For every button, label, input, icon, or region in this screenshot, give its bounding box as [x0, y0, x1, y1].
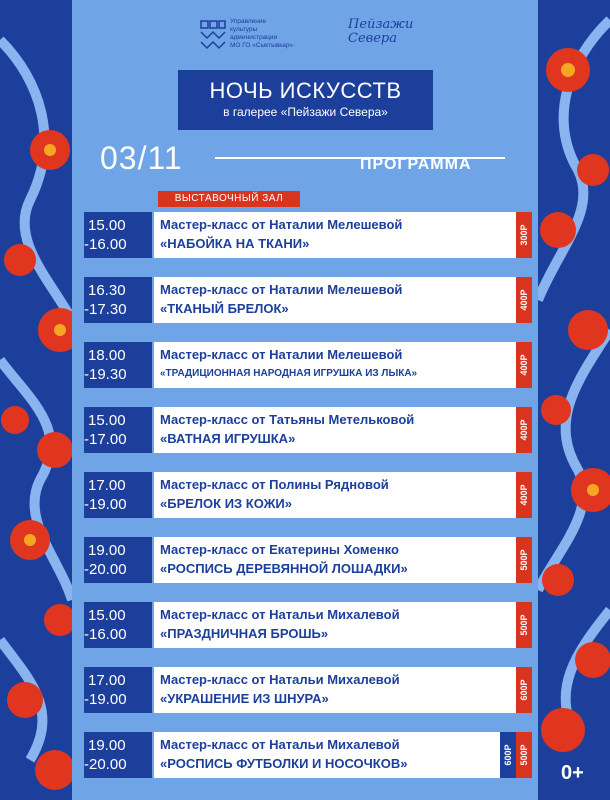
- event-name: «НАБОЙКА НА ТКАНИ»: [160, 236, 310, 251]
- age-rating: 0+: [561, 762, 584, 784]
- berry-ornament-left: [0, 0, 72, 800]
- event-name: «ТРАДИЦИОННАЯ НАРОДНАЯ ИГРУШКА ИЗ ЛЫКА»: [160, 368, 418, 379]
- event-info: [154, 732, 500, 778]
- section-tag-exhibition-hall: ВЫСТАВОЧНЫЙ ЗАЛ: [158, 191, 300, 207]
- event-title: НОЧЬ ИСКУССТВ: [209, 78, 402, 103]
- price-tag: 600Р: [516, 667, 532, 713]
- event-name: «ВАТНАЯ ИГРУШКА»: [160, 431, 296, 446]
- event-host: Мастер-класс от Наталии Мелешевой: [160, 217, 403, 232]
- price-tag-2: 500Р: [516, 732, 532, 778]
- price-tag: 600Р: [500, 732, 516, 778]
- time-slot: 15.00 -17.00: [84, 407, 152, 453]
- price-tag: 400Р: [516, 342, 532, 388]
- event-info: [154, 537, 516, 583]
- admin-logo-text: Управление культуры администрации МО ГО «Сыктывкар»: [230, 18, 294, 49]
- price-tag: 400Р: [516, 472, 532, 518]
- event-host: Мастер-класс от Натальи Михалевой: [160, 607, 400, 622]
- time-slot: 15.00 -16.00: [84, 602, 152, 648]
- event-info: [154, 342, 516, 388]
- event-host: Мастер-класс от Натальи Михалевой: [160, 737, 400, 752]
- event-host: Мастер-класс от Екатерины Хоменко: [160, 542, 399, 557]
- price-tag: 300Р: [516, 212, 532, 258]
- event-name: «УКРАШЕНИЕ ИЗ ШНУРА»: [160, 691, 329, 706]
- left-ornament-panel: [0, 0, 72, 800]
- event-host: Мастер-класс от Татьяны Метельковой: [160, 412, 415, 427]
- price-tag: 500Р: [516, 537, 532, 583]
- time-slot: 16.30 -17.30: [84, 277, 152, 323]
- event-info: [154, 407, 516, 453]
- berry-ornament-right: [538, 0, 610, 800]
- event-host: Мастер-класс от Натальи Михалевой: [160, 672, 400, 687]
- event-info: [154, 602, 516, 648]
- gallery-logo: Пейзажи Севера: [348, 17, 414, 46]
- time-slot: 15.00 -16.00: [84, 212, 152, 258]
- event-name: «ПРАЗДНИЧНАЯ БРОШЬ»: [160, 626, 329, 641]
- event-host: Мастер-класс от Наталии Мелешевой: [160, 282, 403, 297]
- price-tag: 400Р: [516, 407, 532, 453]
- time-slot: 17.00 -19.00: [84, 472, 152, 518]
- time-slot: 19.00 -20.00: [84, 537, 152, 583]
- ornament-logo-icon: [200, 20, 226, 50]
- event-date: 03/11: [100, 140, 183, 176]
- program-heading: ПРОГРАММА: [360, 156, 472, 173]
- time-slot: 19.00 -20.00: [84, 732, 152, 778]
- event-name: «РОСПИСЬ ДЕРЕВЯННОЙ ЛОШАДКИ»: [160, 561, 408, 576]
- event-host: Мастер-класс от Наталии Мелешевой: [160, 347, 403, 362]
- event-info: [154, 277, 516, 323]
- event-info: [154, 667, 516, 713]
- time-slot: 17.00 -19.00: [84, 667, 152, 713]
- event-info: [154, 212, 516, 258]
- time-slot: 18.00 -19.30: [84, 342, 152, 388]
- event-name: «РОСПИСЬ ФУТБОЛКИ И НОСОЧКОВ»: [160, 756, 408, 771]
- event-subtitle: в галерее «Пейзажи Севера»: [223, 105, 388, 119]
- event-name: «БРЕЛОК ИЗ КОЖИ»: [160, 496, 292, 511]
- event-info: [154, 472, 516, 518]
- event-host: Мастер-класс от Полины Рядновой: [160, 477, 389, 492]
- header-logos: [200, 18, 430, 58]
- price-tag: 500Р: [516, 602, 532, 648]
- event-name: «ТКАНЫЙ БРЕЛОК»: [160, 301, 289, 316]
- event-title-box: [178, 70, 433, 130]
- right-ornament-panel: [538, 0, 610, 800]
- price-tag: 400Р: [516, 277, 532, 323]
